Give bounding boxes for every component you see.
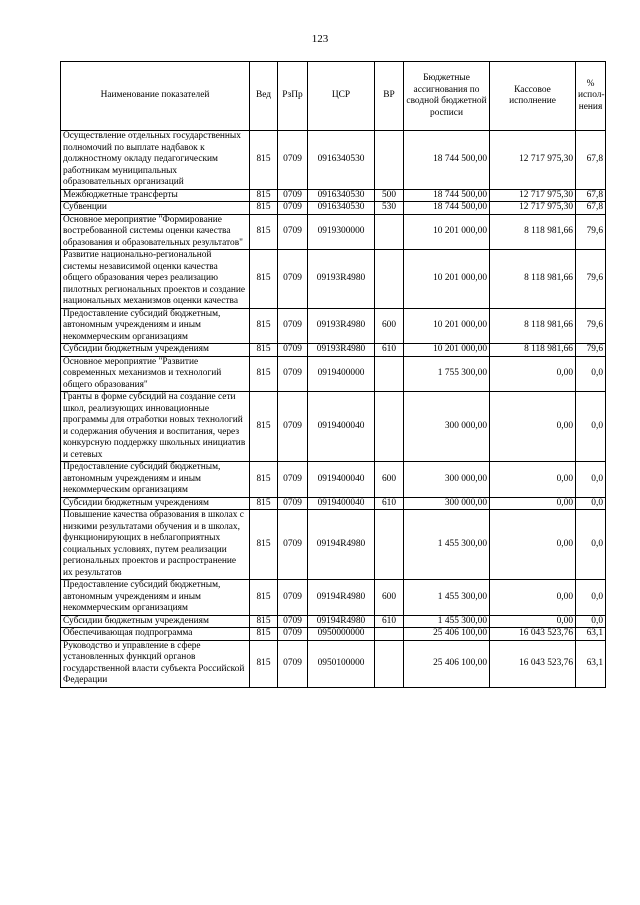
cell-ved: 815 (250, 497, 278, 510)
cell-vr (375, 628, 404, 641)
cell-csr: 0919400040 (308, 462, 375, 498)
cell-cash: 16 043 523,76 (490, 640, 576, 687)
table-row (61, 628, 606, 641)
table-row (61, 214, 606, 250)
table-header-row (61, 62, 606, 131)
cell-cash: 0,00 (490, 356, 576, 392)
cell-percent: 79,6 (576, 344, 606, 357)
cell-rzpr: 0709 (278, 615, 308, 628)
cell-csr: 0950100000 (308, 640, 375, 687)
cell-rzpr: 0709 (278, 580, 308, 616)
cell-cash: 12 717 975,30 (490, 202, 576, 215)
cell-ved: 815 (250, 462, 278, 498)
table-row (61, 308, 606, 344)
cell-vr (375, 356, 404, 392)
cell-rzpr: 0709 (278, 344, 308, 357)
table-row (61, 392, 606, 462)
cell-percent: 0,0 (576, 356, 606, 392)
cell-csr: 09193R4980 (308, 308, 375, 344)
table-row (61, 356, 606, 392)
cell-vr (375, 510, 404, 580)
cell-percent: 0,0 (576, 497, 606, 510)
table-row (61, 510, 606, 580)
cell-budget: 300 000,00 (404, 392, 490, 462)
cell-name: Предоставление субсидий бюджетным, автономным учреждениям и иным некоммерческим организациям (61, 308, 250, 344)
cell-rzpr: 0709 (278, 510, 308, 580)
cell-name: Основное мероприятие "Развитие современных механизмов и технологий общего образования" (61, 356, 250, 392)
cell-csr: 0919400040 (308, 497, 375, 510)
page-number: 123 (311, 33, 329, 45)
cell-csr: 0916340530 (308, 131, 375, 190)
cell-name: Субсидии бюджетным учреждениям (61, 344, 250, 357)
cell-cash: 8 118 981,66 (490, 308, 576, 344)
cell-budget: 1 455 300,00 (404, 510, 490, 580)
cell-rzpr: 0709 (278, 640, 308, 687)
cell-ved: 815 (250, 202, 278, 215)
cell-vr: 600 (375, 308, 404, 344)
cell-percent: 79,6 (576, 214, 606, 250)
header-csr: ЦСР (308, 62, 375, 131)
budget-execution-table (60, 61, 606, 688)
cell-vr: 610 (375, 497, 404, 510)
cell-ved: 815 (250, 615, 278, 628)
cell-name: Субвенции (61, 202, 250, 215)
cell-name: Предоставление субсидий бюджетным, автономным учреждениям и иным некоммерческим организациям (61, 462, 250, 498)
cell-budget: 10 201 000,00 (404, 214, 490, 250)
cell-rzpr: 0709 (278, 189, 308, 202)
cell-ved: 815 (250, 189, 278, 202)
cell-ved: 815 (250, 640, 278, 687)
table-row (61, 497, 606, 510)
cell-cash: 0,00 (490, 392, 576, 462)
cell-cash: 16 043 523,76 (490, 628, 576, 641)
cell-percent: 63,1 (576, 640, 606, 687)
cell-cash: 0,00 (490, 462, 576, 498)
cell-ved: 815 (250, 392, 278, 462)
table-body (61, 131, 606, 688)
cell-rzpr: 0709 (278, 628, 308, 641)
cell-vr (375, 131, 404, 190)
cell-name: Руководство и управление в сфере установленных функций органов государственной власти субъекта Российской Федерации (61, 640, 250, 687)
cell-csr: 09194R4980 (308, 510, 375, 580)
cell-percent: 0,0 (576, 392, 606, 462)
cell-vr: 530 (375, 202, 404, 215)
cell-name: Повышение качества образования в школах с низкими результатами обучения и в школах, функционирующих в неблагоприятных социальных условиях, путем реализации региональных проектов и распространение их результатов (61, 510, 250, 580)
cell-name: Осуществление отдельных государственных полномочий по выплате надбавок к должностному окладу педагогическим работникам муниципальных образовательных организаций (61, 131, 250, 190)
cell-name: Гранты в форме субсидий на создание сети школ, реализующих инновационные программы для отработки новых технологий и содержания обучения и воспитания, через конкурсную поддержку школьных инициатив и сетевых (61, 392, 250, 462)
cell-name: Субсидии бюджетным учреждениям (61, 497, 250, 510)
cell-budget: 1 455 300,00 (404, 580, 490, 616)
cell-name: Межбюджетные трансферты (61, 189, 250, 202)
cell-cash: 8 118 981,66 (490, 344, 576, 357)
cell-cash: 12 717 975,30 (490, 189, 576, 202)
cell-cash: 0,00 (490, 510, 576, 580)
cell-ved: 815 (250, 344, 278, 357)
cell-percent: 0,0 (576, 615, 606, 628)
table-row (61, 189, 606, 202)
cell-ved: 815 (250, 510, 278, 580)
cell-ved: 815 (250, 131, 278, 190)
table-row (61, 131, 606, 190)
cell-csr: 09194R4980 (308, 580, 375, 616)
cell-ved: 815 (250, 356, 278, 392)
cell-budget: 10 201 000,00 (404, 344, 490, 357)
cell-budget: 25 406 100,00 (404, 628, 490, 641)
cell-budget: 25 406 100,00 (404, 640, 490, 687)
cell-vr (375, 214, 404, 250)
header-vr: ВР (375, 62, 404, 131)
table-row (61, 462, 606, 498)
header-percent: % испол-нения (576, 62, 606, 131)
cell-name: Развитие национально-региональной системы независимой оценки качества общего образования через реализацию пилотных региональных проектов и создание национальных механизмов оценки качества (61, 250, 250, 309)
header-budget: Бюджетные ассигнования по сводной бюджетной росписи (404, 62, 490, 131)
cell-csr: 0916340530 (308, 202, 375, 215)
cell-ved: 815 (250, 214, 278, 250)
cell-vr: 600 (375, 580, 404, 616)
cell-rzpr: 0709 (278, 131, 308, 190)
cell-vr: 500 (375, 189, 404, 202)
cell-budget: 18 744 500,00 (404, 131, 490, 190)
cell-rzpr: 0709 (278, 308, 308, 344)
cell-budget: 18 744 500,00 (404, 189, 490, 202)
cell-vr: 610 (375, 344, 404, 357)
cell-cash: 0,00 (490, 580, 576, 616)
cell-ved: 815 (250, 580, 278, 616)
cell-rzpr: 0709 (278, 202, 308, 215)
cell-vr (375, 640, 404, 687)
cell-budget: 1 755 300,00 (404, 356, 490, 392)
cell-budget: 300 000,00 (404, 462, 490, 498)
cell-cash: 0,00 (490, 615, 576, 628)
cell-csr: 09193R4980 (308, 344, 375, 357)
cell-vr (375, 392, 404, 462)
table-row (61, 640, 606, 687)
cell-csr: 0919400000 (308, 356, 375, 392)
cell-percent: 79,6 (576, 308, 606, 344)
cell-cash: 8 118 981,66 (490, 250, 576, 309)
cell-csr: 09194R4980 (308, 615, 375, 628)
cell-rzpr: 0709 (278, 214, 308, 250)
cell-percent: 67,8 (576, 189, 606, 202)
cell-csr: 09193R4980 (308, 250, 375, 309)
cell-csr: 0916340530 (308, 189, 375, 202)
header-cash: Кассовое исполнение (490, 62, 576, 131)
cell-percent: 0,0 (576, 510, 606, 580)
cell-ved: 815 (250, 250, 278, 309)
table-row (61, 202, 606, 215)
cell-name: Предоставление субсидий бюджетным, автономным учреждениям и иным некоммерческим организациям (61, 580, 250, 616)
cell-csr: 0950000000 (308, 628, 375, 641)
cell-rzpr: 0709 (278, 497, 308, 510)
header-rzpr: РзПр (278, 62, 308, 131)
cell-ved: 815 (250, 628, 278, 641)
cell-percent: 79,6 (576, 250, 606, 309)
cell-rzpr: 0709 (278, 356, 308, 392)
header-ved: Вед (250, 62, 278, 131)
cell-vr: 600 (375, 462, 404, 498)
cell-csr: 0919400040 (308, 392, 375, 462)
cell-percent: 63,1 (576, 628, 606, 641)
cell-percent: 0,0 (576, 462, 606, 498)
cell-rzpr: 0709 (278, 462, 308, 498)
cell-cash: 0,00 (490, 497, 576, 510)
cell-name: Основное мероприятие "Формирование востребованной системы оценки качества образования и образовательных результатов" (61, 214, 250, 250)
cell-budget: 10 201 000,00 (404, 308, 490, 344)
cell-name: Обеспечивающая подпрограмма (61, 628, 250, 641)
cell-percent: 0,0 (576, 580, 606, 616)
cell-name: Субсидии бюджетным учреждениям (61, 615, 250, 628)
table-row (61, 580, 606, 616)
cell-rzpr: 0709 (278, 250, 308, 309)
cell-vr (375, 250, 404, 309)
cell-vr: 610 (375, 615, 404, 628)
cell-percent: 67,8 (576, 131, 606, 190)
cell-ved: 815 (250, 308, 278, 344)
table-row (61, 250, 606, 309)
cell-cash: 8 118 981,66 (490, 214, 576, 250)
cell-budget: 10 201 000,00 (404, 250, 490, 309)
table-row (61, 615, 606, 628)
cell-cash: 12 717 975,30 (490, 131, 576, 190)
cell-budget: 300 000,00 (404, 497, 490, 510)
header-name: Наименование показателей (61, 62, 250, 131)
cell-budget: 1 455 300,00 (404, 615, 490, 628)
cell-budget: 18 744 500,00 (404, 202, 490, 215)
cell-csr: 0919300000 (308, 214, 375, 250)
cell-rzpr: 0709 (278, 392, 308, 462)
cell-percent: 67,8 (576, 202, 606, 215)
table-row (61, 344, 606, 357)
